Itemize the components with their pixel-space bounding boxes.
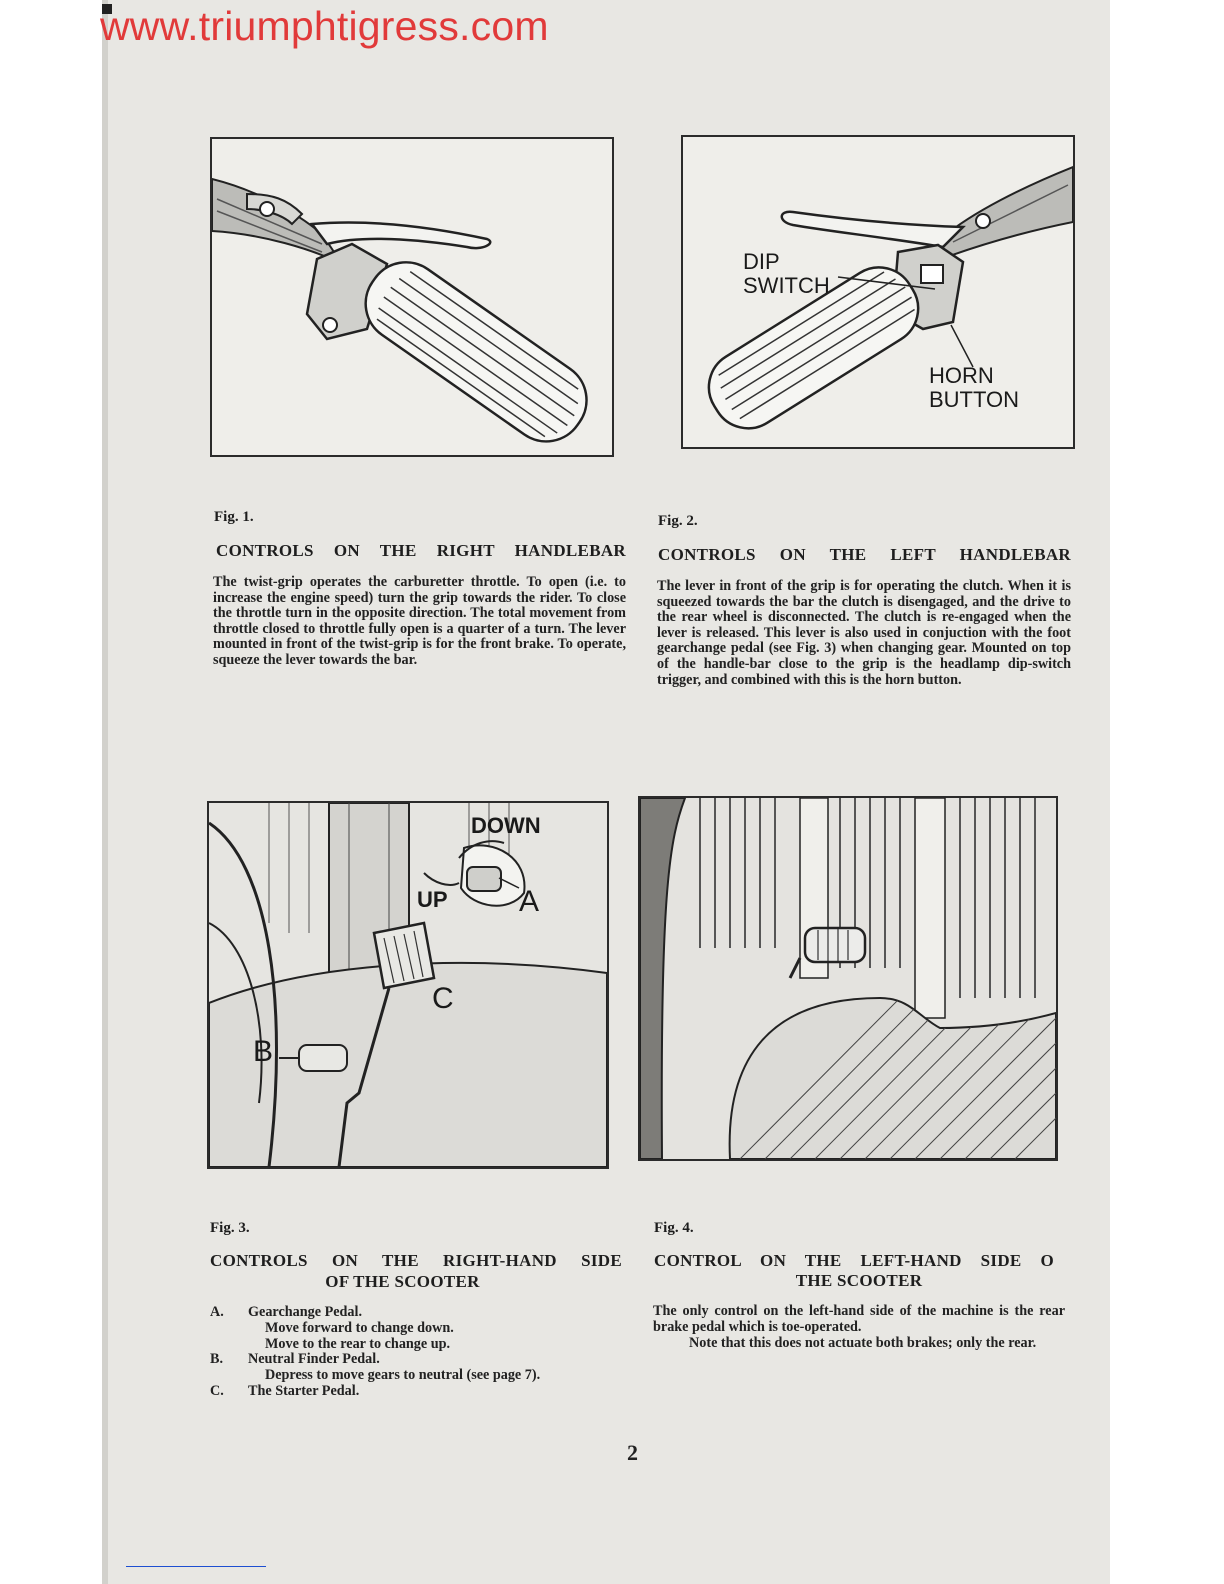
fig4-title-line1: CONTROL ON THE LEFT-HAND SIDE O (654, 1251, 1054, 1270)
dip-label: DIP (743, 249, 780, 274)
fig2-label: Fig. 2. (658, 513, 698, 529)
control-detail-text: Move forward to change down. (265, 1319, 454, 1336)
up-label: UP (417, 887, 448, 912)
fig1-description: The twist-grip operates the carburetter throttle. To open (i.e. to increase the engine speed) turn the grip towards the rider. To close the throttle turn in the opposite direction. The total movement from throttle closed to throttle fully open is a quarter of a turn. The lever mounted in front of the twist-grip is for the front brake. To operate, squeeze the lever towards the bar. (213, 574, 626, 668)
fig3-title-line2: OF THE SCOOTER (325, 1272, 480, 1291)
control-item-c (210, 1384, 630, 1400)
control-detail (210, 1368, 630, 1384)
fig2-title: CONTROLS ON THE LEFT HANDLEBAR (658, 545, 1071, 564)
site-url-watermark: www.triumphtigress.com (100, 3, 549, 49)
fig4-title-line2: THE SCOOTER (795, 1271, 923, 1290)
fig3-image (207, 801, 609, 1169)
fig4-description-line2: Note that this does not actuate both brakes; only the rear. (689, 1335, 1037, 1351)
control-name: Neutral Finder Pedal. (248, 1351, 380, 1368)
control-item-a (210, 1305, 630, 1321)
fig4-image (638, 796, 1058, 1161)
fig3-controls-list (210, 1305, 630, 1400)
control-name: Gearchange Pedal. (248, 1304, 363, 1320)
fig1-title: CONTROLS ON THE RIGHT HANDLEBAR (216, 541, 626, 560)
c-label: C (432, 982, 454, 1015)
fig1-image (210, 137, 614, 457)
fig2-image (681, 135, 1075, 449)
fig3-label: Fig. 3. (210, 1220, 250, 1236)
page-number: 2 (627, 1440, 638, 1465)
b-label: B (253, 1035, 274, 1068)
control-detail-text: Depress to move gears to neutral (see page 7). (265, 1367, 541, 1384)
fig3-title-line1: CONTROLS ON THE RIGHT-HAND SIDE (210, 1251, 622, 1270)
fig4-description-line1: The only control on the left-hand side of the machine is the rear brake pedal which is toe-operated. (653, 1303, 1065, 1335)
control-letter: B. (210, 1351, 224, 1368)
down-label: DOWN (471, 813, 541, 838)
bottom-link-underline (126, 1566, 266, 1567)
fig2-description: The lever in front of the grip is for operating the clutch. When it is squeezed towards the bar the clutch is disengaged, and the drive to the rear wheel is disconnected. The clutch is re-engaged when the lever is released. This lever is also used in conjuction with the foot gearchange pedal (see Fig. 3) when changing gear. Mounted on top of the handle-bar close to the grip is the headlamp dip-switch trigger, and combined with this is the horn button. (657, 578, 1071, 688)
button-label: BUTTON (929, 387, 1020, 412)
control-letter: A. (210, 1304, 224, 1320)
control-detail-text: Move to the rear to change up. (265, 1335, 451, 1352)
horn-label: HORN (929, 363, 994, 388)
control-item-b (210, 1352, 630, 1368)
fig1-label: Fig. 1. (214, 509, 254, 525)
a-label: A (519, 885, 540, 918)
control-detail (210, 1337, 630, 1353)
control-detail (210, 1321, 630, 1337)
control-name: The Starter Pedal. (248, 1382, 360, 1399)
page-edge (102, 0, 108, 1584)
fig4-label: Fig. 4. (654, 1220, 694, 1236)
switch-label: SWITCH (743, 273, 830, 298)
control-letter: C. (210, 1382, 224, 1399)
